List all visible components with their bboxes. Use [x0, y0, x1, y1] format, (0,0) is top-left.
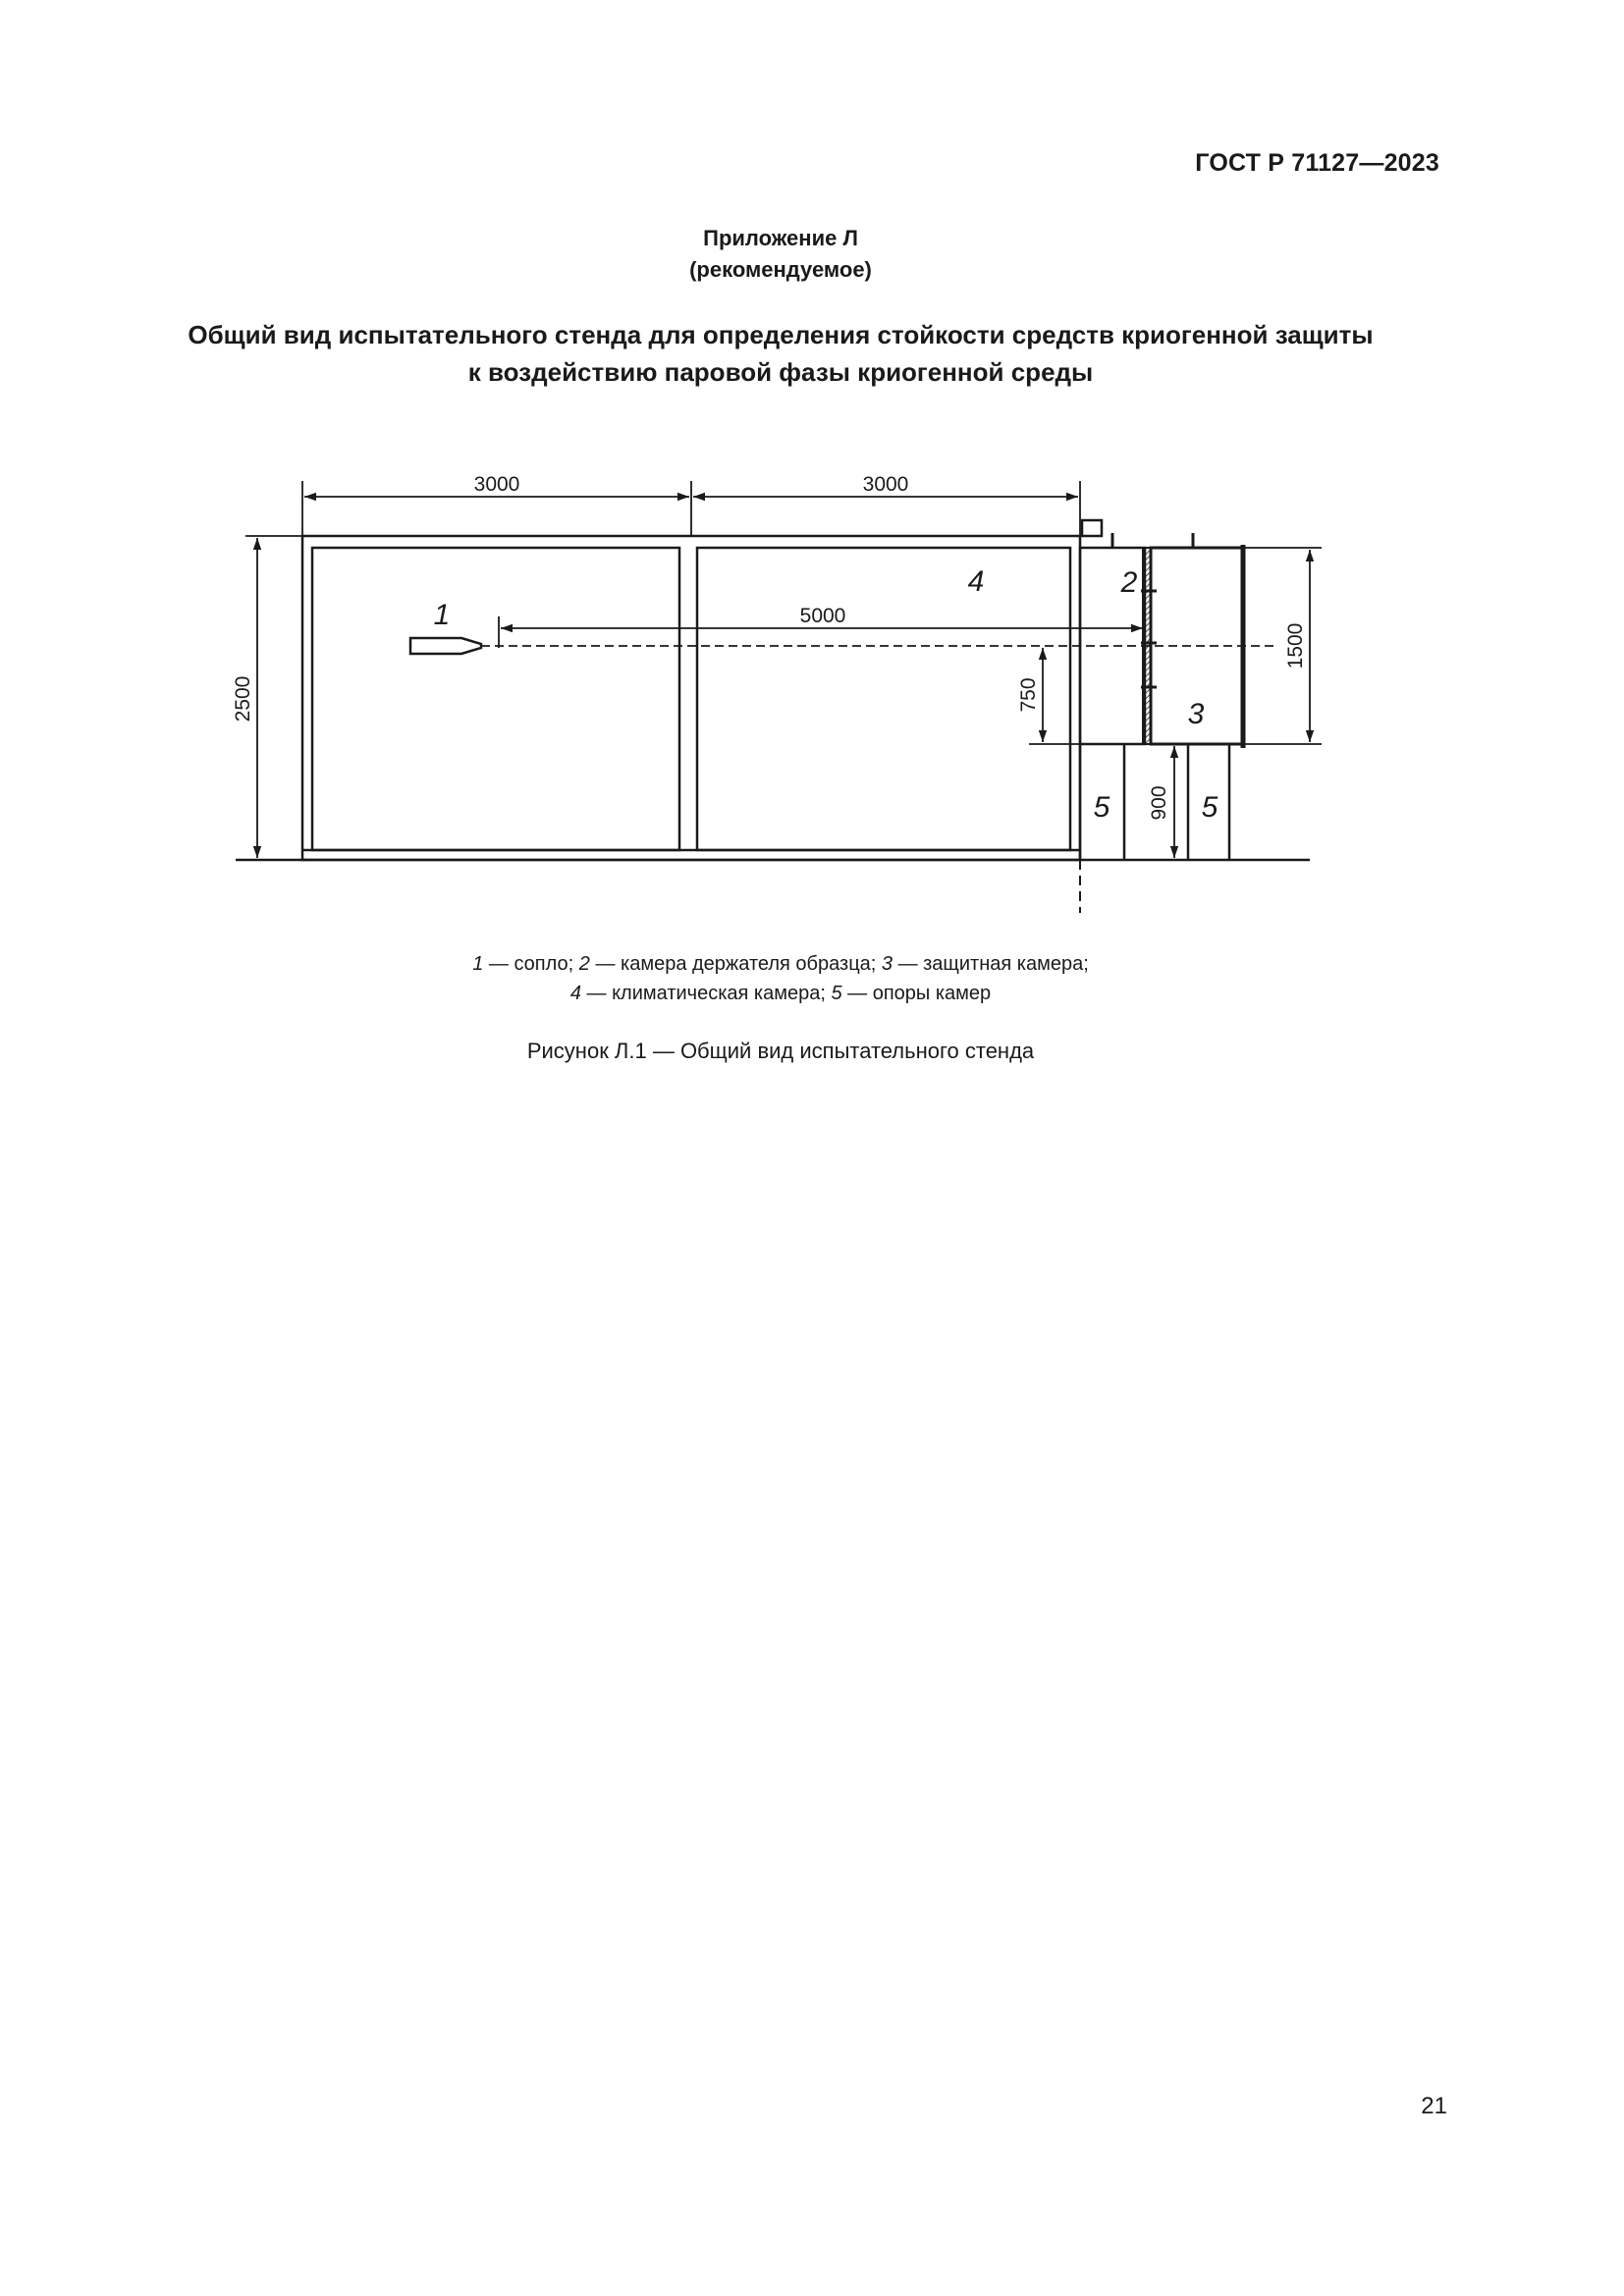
chamber-small-box: [1082, 520, 1102, 536]
dim-label-5000: 5000: [799, 605, 846, 627]
figure-caption: Рисунок Л.1 — Общий вид испытательного стенда: [526, 1039, 1035, 1063]
nozzle-shape: [410, 638, 481, 654]
legend-text-5: — опоры камер: [841, 983, 992, 1004]
dim-label-3000-left: 3000: [473, 473, 520, 496]
callout-2-holder-chamber: 2: [1120, 566, 1138, 599]
dim-label-3000-right: 3000: [862, 473, 909, 496]
dim-label-1500: 1500: [1284, 622, 1307, 669]
callout-3-protective-chamber: 3: [1187, 698, 1205, 730]
legend-num-5: 5: [831, 983, 842, 1004]
figure-legend-line-1: [0, 949, 1561, 979]
legend-text-3: — защитная камера;: [893, 953, 1089, 975]
legend-text-2: — камера держателя образца;: [589, 953, 882, 975]
test-stand-drawing: [0, 0, 1624, 942]
dim-label-900: 900: [1148, 785, 1170, 821]
annex-heading-line-1: Общий вид испытательного стенда для определения стойкости средств криогенной защиты: [188, 320, 1374, 349]
holder-studs: [1112, 533, 1193, 687]
callout-4-climatic-chamber: 4: [967, 565, 985, 598]
dimension-3000-lines: [302, 481, 1080, 536]
page-number: 21: [1421, 2093, 1447, 2119]
callout-5-support-right: 5: [1201, 791, 1218, 824]
annex-title: Приложение Л: [703, 226, 858, 250]
legend-num-1: 1: [472, 953, 484, 975]
legend-num-2: 2: [578, 953, 590, 975]
legend-text-4: — климатическая камера;: [580, 983, 832, 1004]
legend-num-3: 3: [881, 953, 893, 975]
climatic-chamber-frame: [302, 536, 1080, 860]
dim-label-750: 750: [1017, 677, 1040, 713]
callout-5-support-left: 5: [1093, 791, 1110, 824]
legend-num-4: 4: [569, 983, 581, 1004]
callout-1-nozzle: 1: [433, 599, 451, 631]
figure-legend-line-2: [0, 979, 1561, 1008]
document-code: ГОСТ Р 71127—2023: [1195, 149, 1439, 177]
annex-status: (рекомендуемое): [689, 257, 872, 282]
annex-heading-line-2: к воздействию паровой фазы криогенной среды: [467, 357, 1094, 387]
legend-text-1: — сопло;: [483, 953, 579, 975]
dim-label-2500: 2500: [232, 675, 254, 722]
